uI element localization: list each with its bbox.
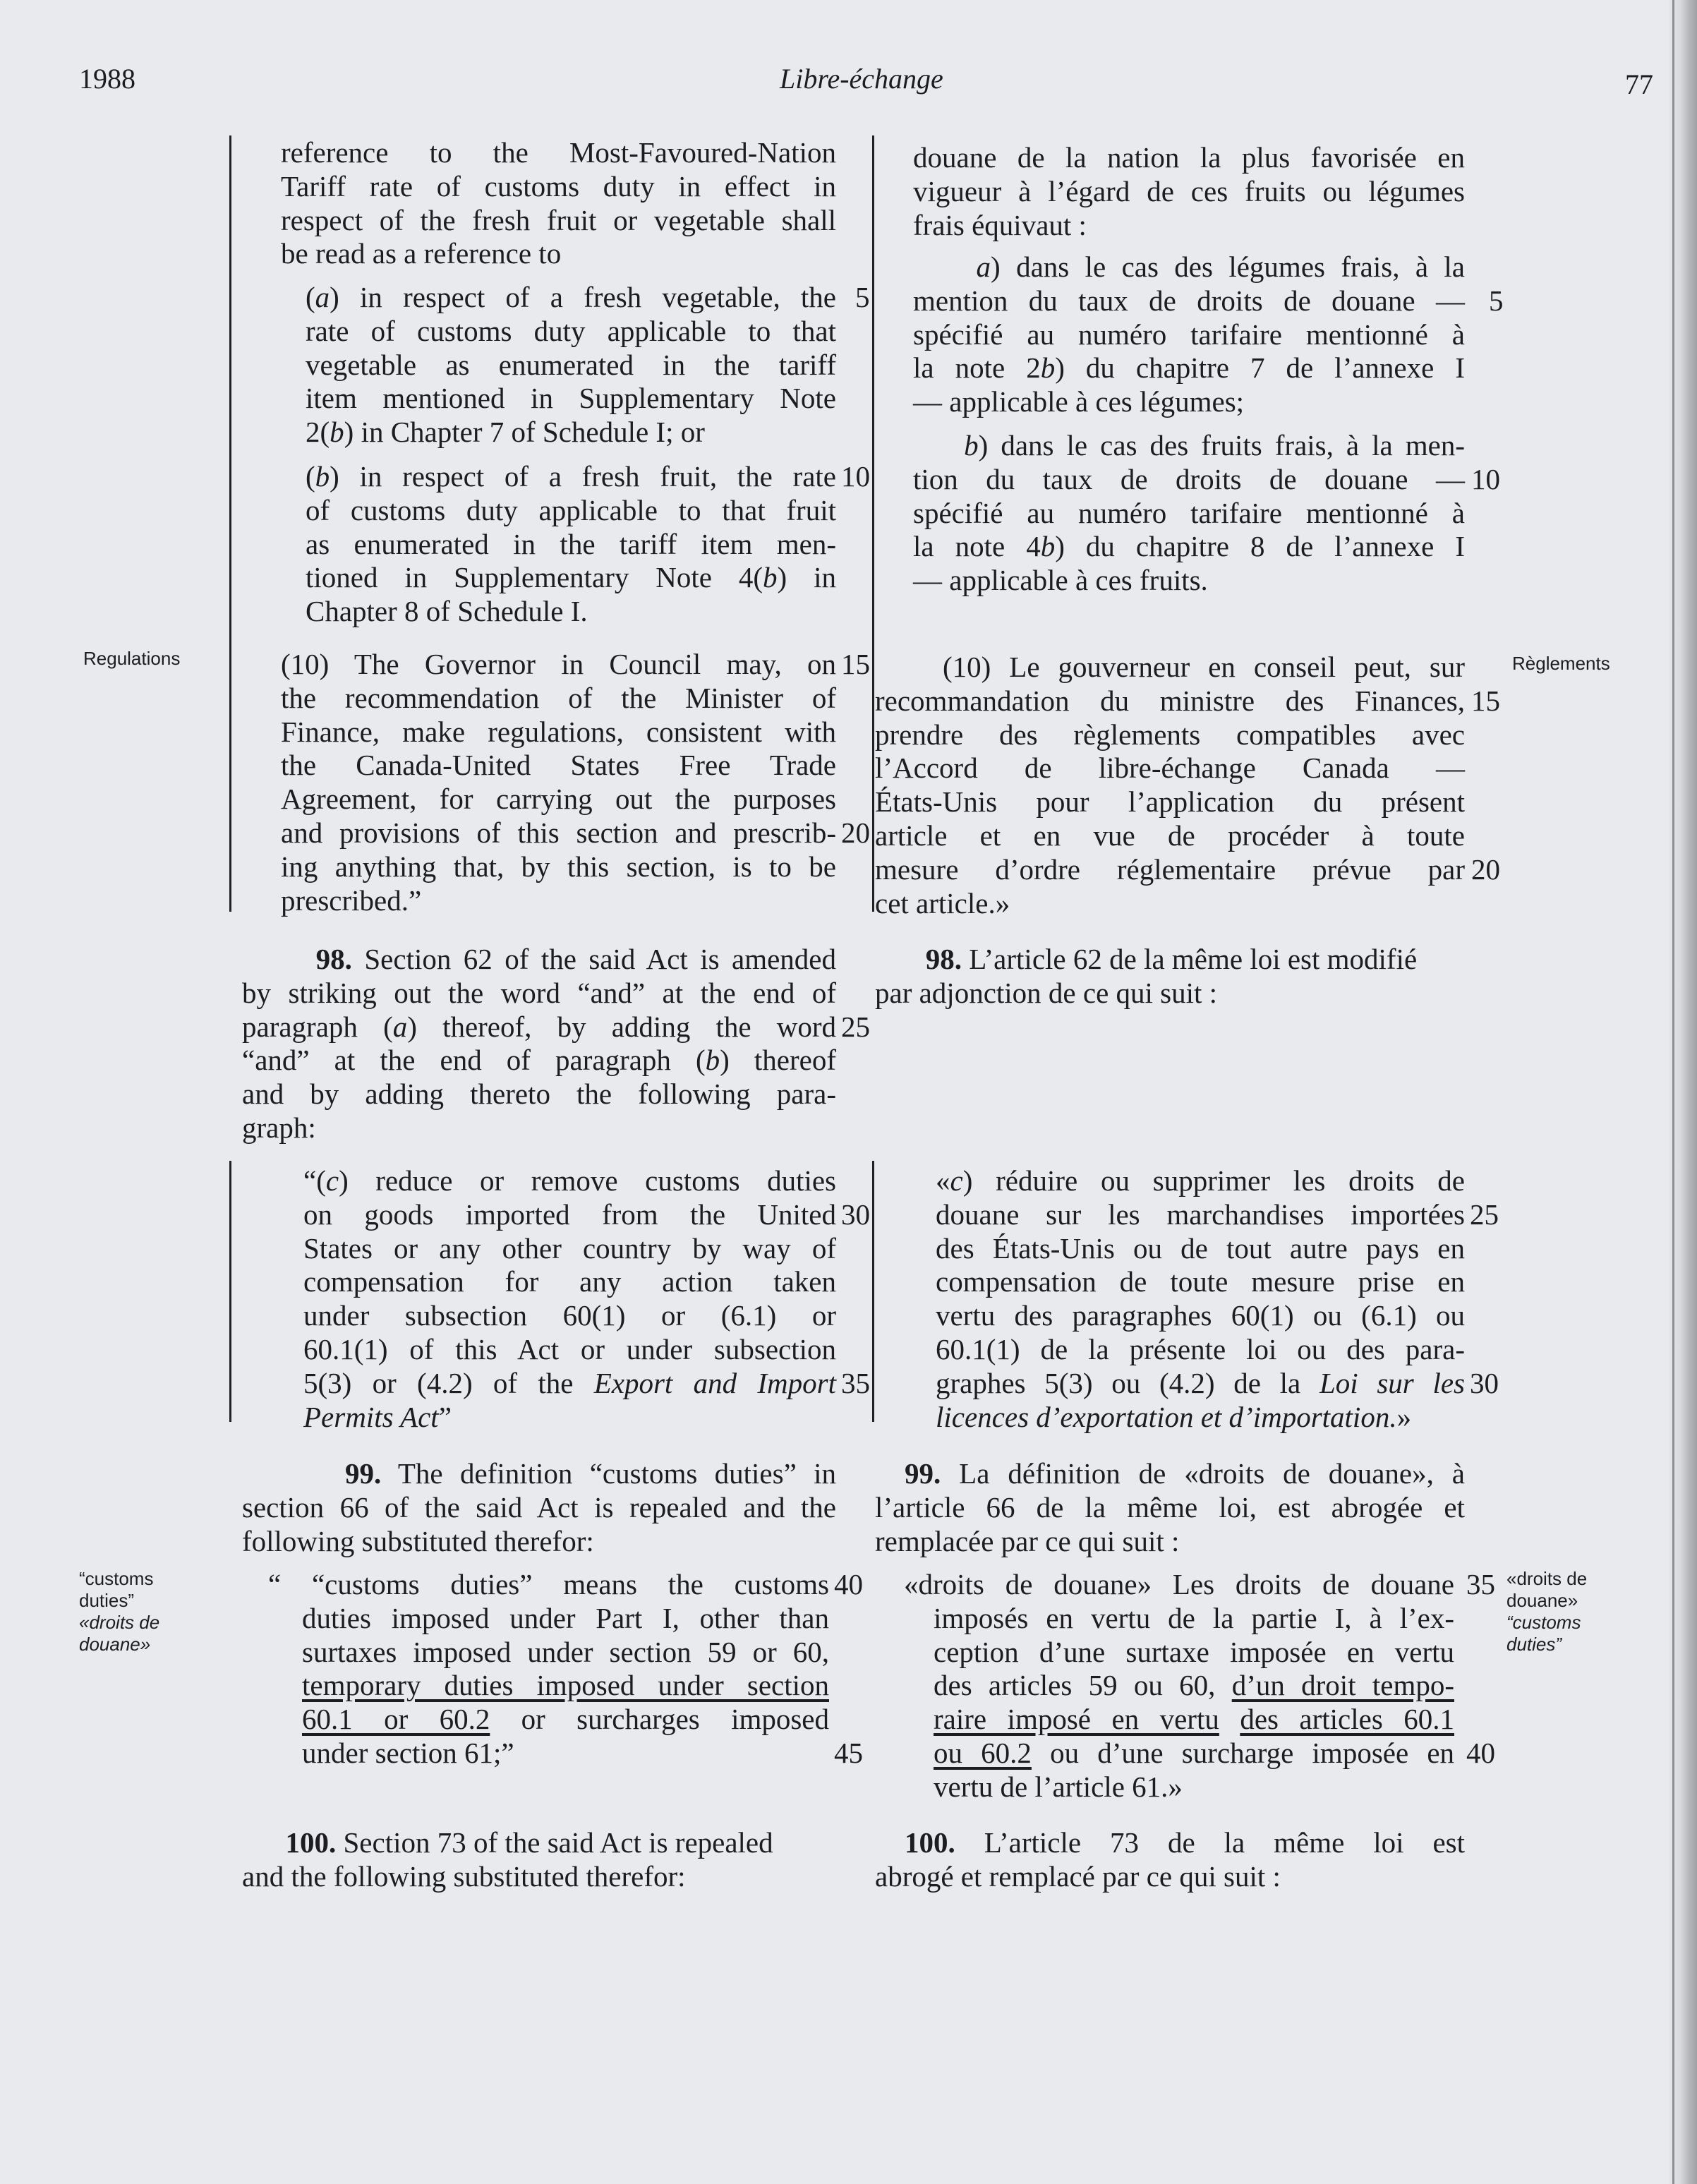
fr-line-number-20: 20 (1471, 853, 1500, 886)
line-number-35: 35 (841, 1367, 870, 1399)
line-number-5: 5 (855, 281, 870, 313)
line-number-25: 25 (841, 1010, 870, 1043)
en-definition-customs-duties: “ “customs duties” means the customs duties imposed under Part I, other than surtaxes imposed under section 59 or 60, temporary duties imposed under section 60.1 or 60.2 or surcharges imposed under section 61;” (268, 1568, 829, 1769)
fr-line-number-10: 10 (1471, 463, 1500, 495)
change-bar-en-2 (229, 1161, 231, 1422)
fr-line-number-25: 25 (1470, 1198, 1499, 1231)
change-bar-fr-1 (872, 135, 874, 912)
en-paragraph-intro: reference to the Most-Favoured-Nation Tariff rate of customs duty in effect in respect of the fresh fruit or vegetable shall be read as a reference to (281, 136, 836, 270)
en-section-100: 100. Section 73 of the said Act is repealed and the following substituted therefor: (242, 1826, 773, 1893)
page-edge-line (1672, 0, 1674, 2184)
en-paragraph-a: (a) in respect of a fresh vegetable, the rate of customs duty applicable to that vegetable as enumerated in the tariff item mentioned in Supplementary Note 2(b) in Chapter 7 of Schedule I; or (306, 281, 836, 449)
en-paragraph-b: (b) in respect of a fresh fruit, the rate of customs duty applicable to that fruit as enumerated in the tariff item men- tioned in Supplementary Note 4(b) in Chapter 8 of Schedule I. (306, 460, 837, 628)
fr-definition-droits-de-douane: «droits de douane» Les droits de douane imposés en vertu de la partie I, à l’ex- ception d’une surtaxe imposée en vertu des articles 59 ou 60, d’un droit tempo- raire imposé en vertu des articles 60.1 ou 60.2 ou d’une surcharge imposée en vertu de l’article 61.» (904, 1568, 1455, 1803)
fr-paragraph-a: a) dans le cas des légumes frais, à la mention du taux de droits de douane — spécifié au numéro tarifaire mentionné à la note 2b) du chapitre 7 de l’annexe I — applicable à ces légumes; (913, 251, 1466, 418)
line-number-10: 10 (841, 460, 870, 493)
fr-section-99: 99. La définition de «droits de douane», à l’article 66 de la même loi, est abrogée et remplacée par ce qui suit : (875, 1457, 1465, 1557)
margin-note-customs-duties-fr: «droits de douane» “customs duties” (1506, 1568, 1588, 1655)
fr-section-100: 100. L’article 73 de la même loi est abrogé et remplacé par ce qui suit : (875, 1826, 1465, 1893)
fr-paragraph-intro: douane de la nation la plus favorisée en vigueur à l’égard de ces fruits ou légumes frais équivaut : (913, 141, 1465, 241)
fr-line-number-35: 35 (1466, 1568, 1495, 1600)
fr-subsection-10: (10) Le gouverneur en conseil peut, sur recommandation du ministre des Finances, prendre des règlements compatibles avec l’Accord de libre-échange Canada — États-Unis pour l’application du présent article et en vue de procéder à toute mesure d’ordre réglementaire prévue par cet article.» (875, 651, 1465, 919)
line-number-15: 15 (841, 648, 870, 680)
fr-line-number-15: 15 (1471, 684, 1500, 717)
margin-note-customs-duties-en: “customs duties” «droits de douane» (79, 1568, 160, 1655)
en-subsection-10: (10) The Governor in Council may, on the recommendation of the Minister of Finance, make regulations, consistent with the Canada-United States Free Trade Agreement, for carrying out the purposes and provisions of this section and prescrib- ing anything that, by this section, is to be prescribed.” (281, 648, 836, 917)
header-year: 1988 (79, 63, 135, 95)
line-number-45: 45 (834, 1737, 863, 1769)
change-bar-en-1 (229, 135, 231, 912)
line-number-20: 20 (841, 816, 870, 849)
en-section-98: 98. Section 62 of the said Act is amended by striking out the word “and” at the end of paragraph (a) thereof, by adding the word “and” at the end of paragraph (b) thereof and by adding thereto the following para- graph: (242, 943, 837, 1144)
header-title: Libre-échange (780, 63, 943, 95)
en-section-99: 99. The definition “customs duties” in section 66 of the said Act is repealed and the following substituted therefor: (242, 1457, 837, 1557)
fr-line-number-30: 30 (1470, 1367, 1499, 1399)
line-number-30: 30 (841, 1198, 870, 1231)
margin-note-regulations-fr: Règlements (1512, 653, 1610, 674)
fr-line-number-5: 5 (1489, 284, 1504, 317)
fr-paragraph-c: «c) réduire ou supprimer les droits de douane sur les marchandises importées des États-Unis ou de tout autre pays en compensation de toute mesure prise en vertu des paragraphes 60(1) ou (6.1) ou 60.1(1) de la présente loi ou des para- graphes 5(3) ou (4.2) de la Loi sur les licences d’exportation et d’importation.» (936, 1164, 1466, 1433)
en-paragraph-c: “(c) reduce or remove customs duties on goods imported from the United States or any other country by way of compensation for any action taken under subsection 60(1) or (6.1) or 60.1(1) of this Act or under subsection 5(3) or (4.2) of the Export and Import Permits Act” (303, 1164, 837, 1433)
page-number: 77 (1625, 68, 1653, 100)
fr-line-number-40: 40 (1466, 1737, 1495, 1769)
line-number-40: 40 (834, 1568, 863, 1600)
fr-paragraph-b: b) dans le cas des fruits frais, à la men- tion du taux de droits de douane — spécifié au numéro tarifaire mentionné à la note 4b) du chapitre 8 de l’annexe I — applicable à ces fruits. (913, 429, 1466, 597)
margin-note-regulations-en: Regulations (83, 648, 181, 669)
fr-section-98: 98. L’article 62 de la même loi est modifié par adjonction de ce qui suit : (875, 943, 1418, 1009)
change-bar-fr-2 (872, 1161, 874, 1422)
